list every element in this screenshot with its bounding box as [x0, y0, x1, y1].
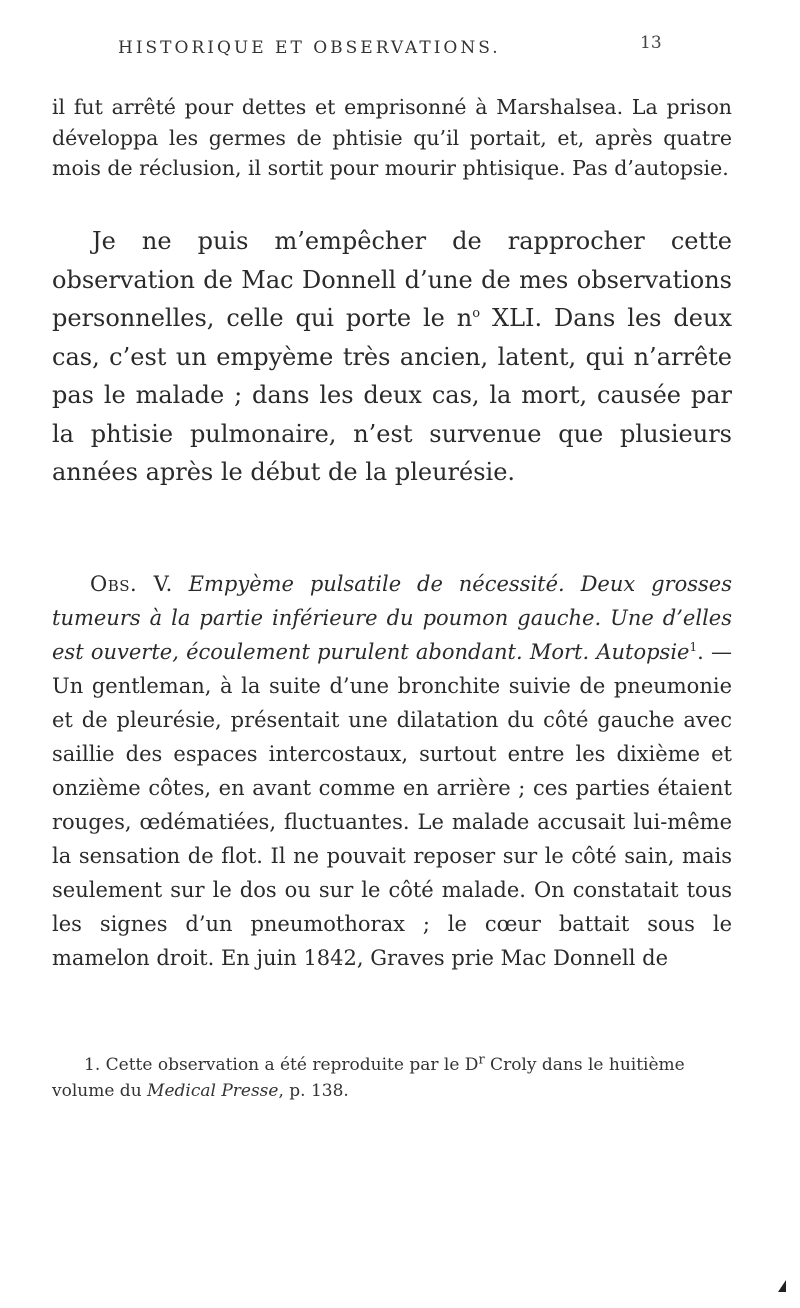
- footnote-text-start: Cette observation a été reproduite par le D: [105, 1055, 479, 1075]
- running-head: HISTORIQUE ET OBSERVATIONS.: [118, 38, 501, 58]
- paragraph-comparison: [52, 222, 732, 492]
- observation-paragraph: [52, 567, 732, 975]
- footnote-superscript: r: [478, 1052, 485, 1068]
- paragraph-comparison-text-end: XLI. Dans les deux cas, c’est un empyème très ancien, latent, qui n’arrête pas le malade ; dans les deux cas, la mort, causée par la phtisie pulmonaire, n’est survenue que plusieurs années après le début de la pleurésie.: [52, 304, 732, 486]
- footnote-number: 1.: [84, 1055, 101, 1075]
- observation-title: Empyème pulsatile de nécessité. Deux grosses tumeurs à la partie inférieure du poumon gauche. Une d’elles est ouverte, écoulement purulent abondant. Mort. Autopsie: [52, 572, 732, 664]
- footnote-text-middle: Croly dans le huitième volume du: [52, 1055, 685, 1101]
- footnote-journal: Medical Presse: [147, 1081, 279, 1101]
- observation-text: . — Un gentleman, à la suite d’une bronchite suivie de pneumonie et de pleurésie, présentait une dilatation du côté gauche avec saillie des espaces intercostaux, surtout entre les dixième et onzième côtes, en avant comme en arrière ; ces parties étaient rouges, œdématiées, fluctuantes. Le malade accusait lui-même la sensation de flot. Il ne pouvait reposer sur le côté sain, mais seulement sur le dos ou sur le côté malade. On constatait tous les signes d’un pneumothorax ; le cœur battait sous le mamelon droit. En juin 1842, Graves prie Mac Donnell de: [52, 640, 732, 970]
- footnote-text-end: , p. 138.: [278, 1081, 349, 1101]
- paragraph-comparison-text-start: Je ne puis m’empêcher de rapprocher cette observation de Mac Donnell d’une de mes observations personnelles, celle qui porte le n: [52, 227, 732, 332]
- footnote: [52, 1052, 742, 1104]
- page-number: 13: [640, 33, 662, 53]
- observation-label: Obs. V.: [90, 572, 173, 596]
- corner-triangle-mark: [778, 1280, 786, 1292]
- paragraph-continuation: il fut arrêté pour dettes et emprisonné à Marshalsea. La prison développa les germes de phtisie qu’il portait, et, après quatre mois de réclusion, il sortit pour mourir phtisique. Pas d’autopsie.: [52, 95, 732, 180]
- footnote-reference: 1: [689, 640, 698, 654]
- numero-superscript: o: [472, 306, 481, 321]
